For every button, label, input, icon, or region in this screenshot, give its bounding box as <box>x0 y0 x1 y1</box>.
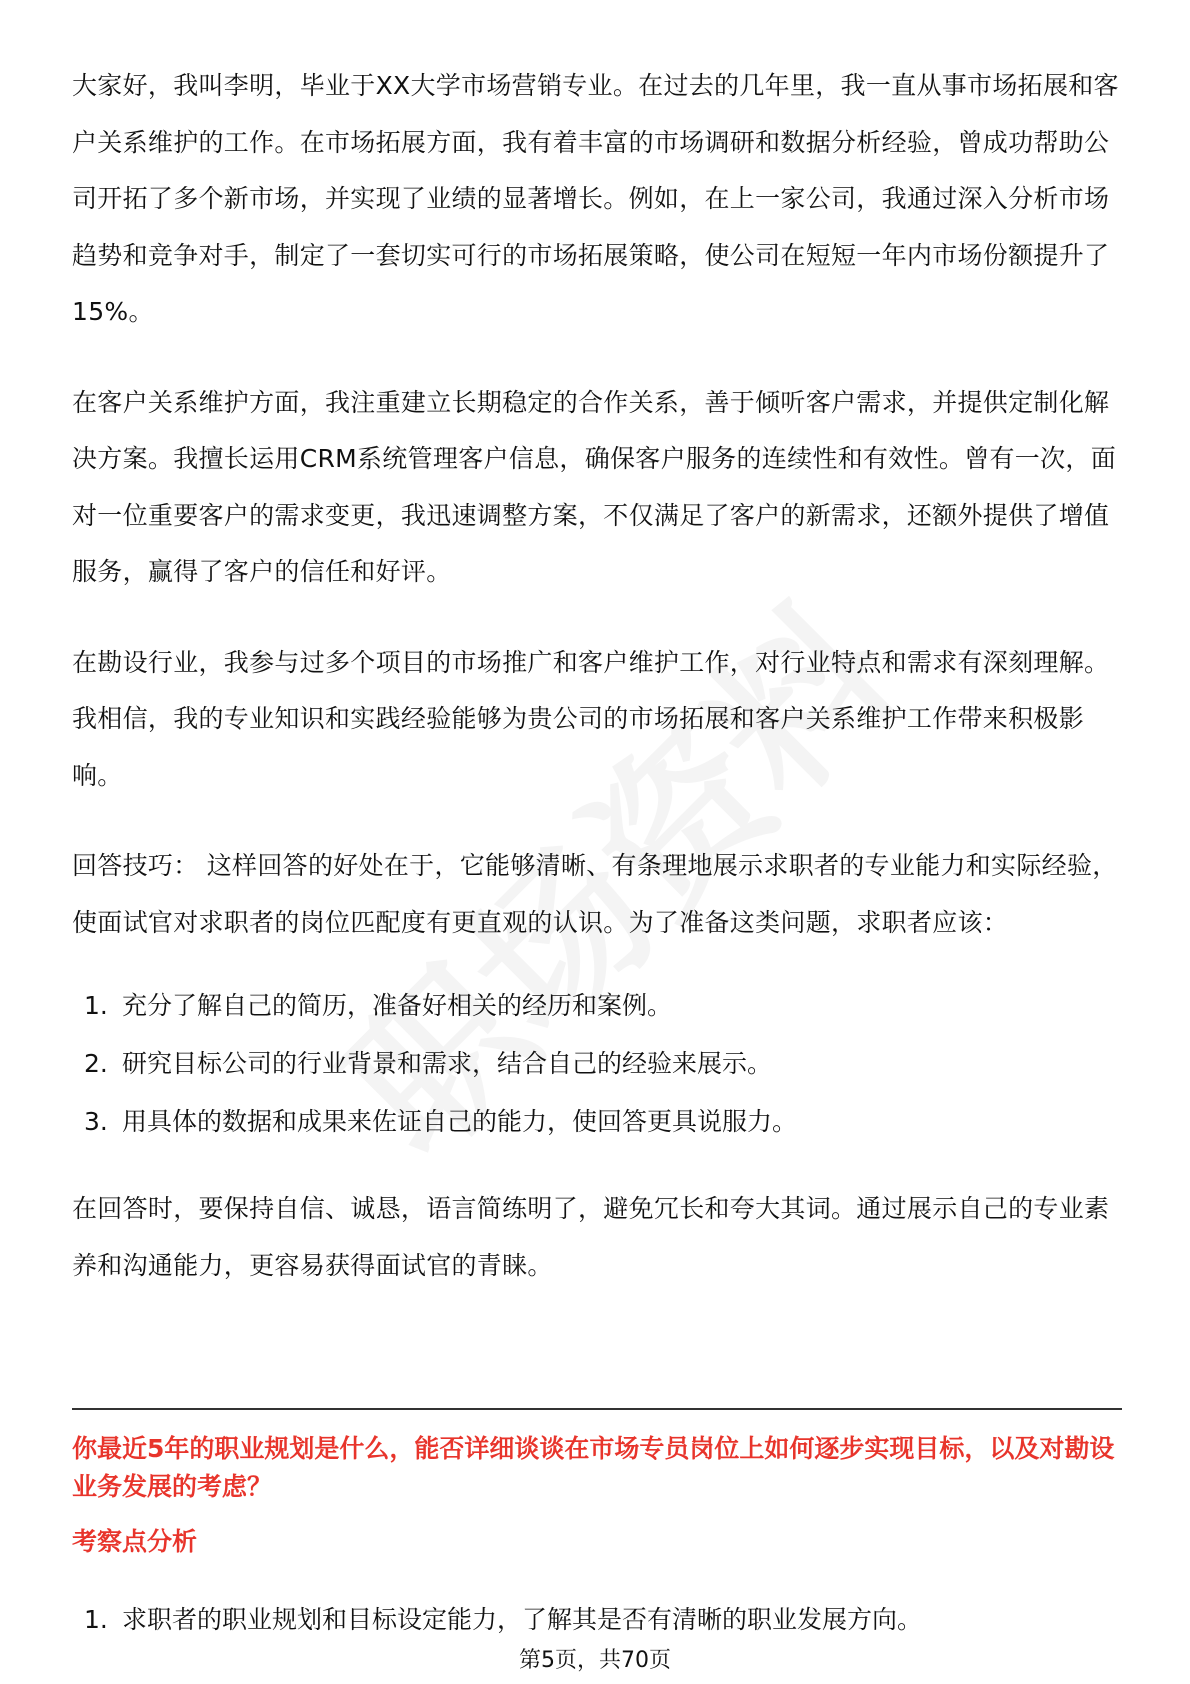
paragraph-closing: 在回答时，要保持自信、诚恳，语言简练明了，避免冗长和夸大其词。通过展示自己的专业素养和沟通能力，更容易获得面试官的青睐。 <box>72 1194 1110 1280</box>
list-item-text: 研究目标公司的行业背景和需求，结合自己的经验来展示。 <box>122 1049 773 1078</box>
list-item-number: 1. <box>84 1605 108 1634</box>
section-divider <box>72 1408 1122 1410</box>
document-body <box>72 58 1122 1294</box>
list-item-number: 3. <box>84 1107 108 1136</box>
interview-question: 你最近5年的职业规划是什么，能否详细谈谈在市场专员岗位上如何逐步实现目标，以及对勘设业务发展的考虑？ <box>72 1434 1115 1501</box>
list-item-number: 2. <box>84 1049 108 1078</box>
page-footer: 第5页，共70页 <box>519 1648 671 1673</box>
list-item-text: 充分了解自己的简历，准备好相关的经历和案例。 <box>122 991 673 1020</box>
list-item-text: 求职者的职业规划和目标设定能力，了解其是否有清晰的职业发展方向。 <box>122 1605 923 1634</box>
paragraph-intro: 大家好，我叫李明，毕业于XX大学市场营销专业。在过去的几年里，我一直从事市场拓展和客户关系维护的工作。在市场拓展方面，我有着丰富的市场调研和数据分析经验，曾成功帮助公司开拓了多个新市场，并实现了业绩的显著增长。例如，在上一家公司，我通过深入分析市场趋势和竞争对手，制定了一套切实可行的市场拓展策略，使公司在短短一年内市场份额提升了15%。 <box>72 71 1119 326</box>
list-item-number: 1. <box>84 991 108 1020</box>
list-item <box>72 1035 1122 1093</box>
section-title: 考察点分析 <box>72 1527 198 1556</box>
analysis-list <box>72 1602 1122 1638</box>
tips-list <box>72 977 1122 1151</box>
list-item <box>72 977 1122 1035</box>
list-item-text: 用具体的数据和成果来佐证自己的能力，使回答更具说服力。 <box>122 1107 798 1136</box>
list-item <box>72 1093 1122 1151</box>
paragraph-industry: 在勘设行业，我参与过多个项目的市场推广和客户维护工作，对行业特点和需求有深刻理解。我相信，我的专业知识和实践经验能够为贵公司的市场拓展和客户关系维护工作带来积极影响。 <box>72 647 1110 790</box>
paragraph-answer-tips: 回答技巧： 这样回答的好处在于，它能够清晰、有条理地展示求职者的专业能力和实际经验，使面试官对求职者的岗位匹配度有更直观的认识。为了准备这类问题，求职者应该： <box>72 851 1118 937</box>
list-item <box>72 1602 1122 1638</box>
paragraph-customer-relations: 在客户关系维护方面，我注重建立长期稳定的合作关系，善于倾听客户需求，并提供定制化解决方案。我擅长运用CRM系统管理客户信息，确保客户服务的连续性和有效性。曾有一次，面对一位重要客户的需求变更，我迅速调整方案，不仅满足了客户的新需求，还额外提供了增值服务，赢得了客户的信任和好评。 <box>72 387 1116 586</box>
